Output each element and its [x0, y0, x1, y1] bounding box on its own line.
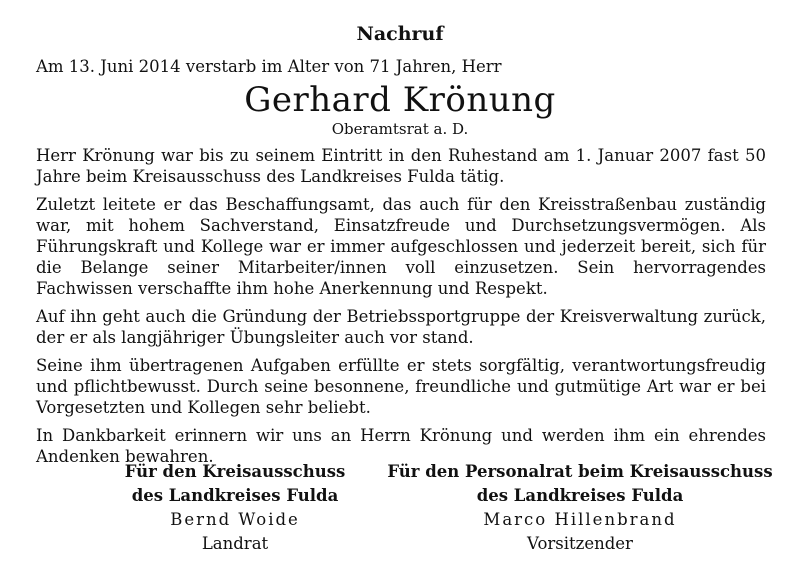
- signature-left-org-line1: Für den Kreisausschuss: [124, 462, 346, 481]
- intro-line: Am 13. Juni 2014 verstarb im Alter von 71 Jahren, Herr: [36, 57, 502, 76]
- signature-right: [380, 460, 780, 556]
- paragraph-career: Herr Krönung war bis zu seinem Eintritt in den Ruhestand am 1. Januar 2007 fast 50 Jahre beim Kreisausschuss des Landkreises Fulda tätig.: [36, 146, 766, 186]
- signature-left-role: Landrat: [201, 534, 269, 553]
- paragraph-leadership: Zuletzt leitete er das Beschaffungsamt, das auch für den Kreisstraßenbau zuständig war, mit hohem Sachverstand, Einsatzfreude und Durchsetzungsvermögen. Als Führungskraft und Kollege war er immer aufgeschlossen und jederzeit bereit, sich für die Belange seiner Mitarbeiter/innen voll einzusetzen. Sein hervorragendes Fachwissen verschaffte ihm hohe Anerkennung und Respekt.: [36, 195, 766, 298]
- obituary-body: [36, 145, 766, 474]
- signature-right-org-line2: des Landkreises Fulda: [476, 486, 684, 505]
- deceased-rank: Oberamtsrat a. D.: [331, 120, 469, 138]
- signature-left: [100, 460, 370, 556]
- signature-left-person: Bernd Woide: [170, 510, 300, 529]
- deceased-name: Gerhard Krönung: [244, 80, 556, 120]
- signature-right-org-line1: Für den Personalrat beim Kreisausschuss: [387, 462, 773, 481]
- signature-left-org-line2: des Landkreises Fulda: [131, 486, 339, 505]
- notice-heading: Nachruf: [356, 23, 444, 45]
- signature-block: [0, 460, 800, 560]
- signature-right-person: Marco Hillenbrand: [483, 510, 677, 529]
- paragraph-character: Seine ihm übertragenen Aufgaben erfüllte er stets sorgfältig, verantwortungsfreudig und pflichtbewusst. Durch seine besonnene, freundliche und gutmütige Art war er bei Vorgesetzten und Kollegen sehr beliebt.: [36, 356, 766, 417]
- paragraph-gratitude: In Dankbarkeit erinnern wir uns an Herrn Krönung und werden ihm ein ehrendes Andenken bewahren.: [36, 426, 766, 466]
- signature-right-role: Vorsitzender: [527, 534, 633, 553]
- paragraph-sports-group: Auf ihn geht auch die Gründung der Betriebssportgruppe der Kreisverwaltung zurück, der er als langjähriger Übungsleiter auch vor stand.: [36, 307, 766, 347]
